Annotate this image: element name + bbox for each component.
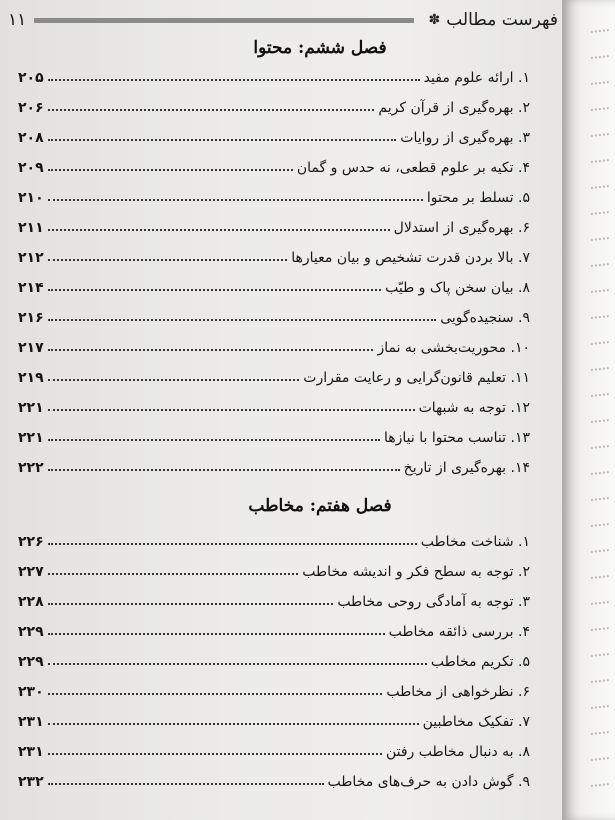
dot-leader <box>48 439 380 441</box>
toc-entry-page-number: ۲۲۲ <box>18 460 44 476</box>
header-page-number: ۱۱ <box>8 10 27 30</box>
toc-entry-title: ۲. بهره‌گیری از قرآن کریم <box>378 100 530 116</box>
toc-entry-page-number: ۲۱۷ <box>18 340 44 356</box>
bleed-through-mark <box>591 653 609 659</box>
toc-entry <box>18 764 530 794</box>
toc-entry-page-number: ۲۱۴ <box>18 280 44 296</box>
toc-entry-title: ۶. بهره‌گیری از استدلال <box>393 220 530 236</box>
toc-entry <box>18 734 530 764</box>
bleed-through-mark <box>591 445 609 451</box>
dot-leader <box>48 663 427 665</box>
dot-leader <box>48 229 390 231</box>
toc-entry-title: ۸. بیان سخن پاک و طیّب <box>385 280 530 296</box>
toc-entry-title: ۱. شناخت مخاطب <box>420 534 530 550</box>
bleed-through-mark <box>591 497 609 503</box>
dot-leader <box>48 543 417 545</box>
toc-entry-page-number: ۲۲۹ <box>18 624 44 640</box>
toc-entry-title: ۹. گوش دادن به حرف‌های مخاطب <box>327 774 530 790</box>
toc-entry-title: ۸. به دنبال مخاطب رفتن <box>385 744 530 760</box>
toc-entry <box>18 180 530 210</box>
toc-entry <box>18 300 530 330</box>
toc-entry <box>18 584 530 614</box>
toc-entry-page-number: ۲۰۶ <box>18 100 44 116</box>
toc-list <box>18 60 530 480</box>
toc-entry-title: ۹. سنجیده‌گویی <box>440 310 530 326</box>
bleed-through-mark <box>591 237 609 243</box>
header-rule <box>34 18 414 23</box>
toc-entry-title: ۵. تکریم مخاطب <box>430 654 530 670</box>
bleed-through-mark <box>591 367 609 373</box>
toc-entry <box>18 644 530 674</box>
toc-entry <box>18 524 530 554</box>
dot-leader <box>48 693 383 695</box>
flower-icon: ✽ <box>428 12 441 28</box>
dot-leader <box>48 603 334 605</box>
bleed-through-mark <box>591 341 609 347</box>
adjacent-page-edge <box>562 0 615 820</box>
toc-entry-title: ۲. توجه به سطح فکر و اندیشه مخاطب <box>302 564 530 580</box>
section-title: فصل ششم: محتوا <box>253 38 387 58</box>
bleed-through-mark <box>591 55 609 61</box>
toc-entry <box>18 704 530 734</box>
bleed-through-mark <box>591 575 609 581</box>
toc-entry <box>18 90 530 120</box>
dot-leader <box>48 319 437 321</box>
bleed-through-mark <box>591 29 609 35</box>
toc-entry-title: ۵. تسلط بر محتوا <box>426 190 530 206</box>
toc-entry-page-number: ۲۲۱ <box>18 400 44 416</box>
bleed-through-mark <box>591 523 609 529</box>
bleed-through-mark <box>591 159 609 165</box>
toc-entry <box>18 240 530 270</box>
toc-entry-page-number: ۲۱۲ <box>18 250 44 266</box>
dot-leader <box>48 633 385 635</box>
toc-entry <box>18 120 530 150</box>
toc-entry-page-number: ۲۰۹ <box>18 160 44 176</box>
dot-leader <box>48 723 419 725</box>
toc-entry-title: ۳. توجه به آمادگی روحی مخاطب <box>337 594 530 610</box>
section-title: فصل هفتم: مخاطب <box>248 496 392 516</box>
dot-leader <box>48 169 293 171</box>
toc-entry-title: ۱۳. تناسب محتوا با نیازها <box>383 430 530 446</box>
dot-leader <box>48 289 381 291</box>
bleed-through-mark <box>591 211 609 217</box>
toc-entry <box>18 360 530 390</box>
bleed-through-mark <box>591 679 609 685</box>
toc-entry-page-number: ۲۲۶ <box>18 534 44 550</box>
dot-leader <box>48 139 397 141</box>
toc-entry-title: ۱۱. تعلیم قانون‌گرایی و رعایت مقرارت <box>303 370 530 386</box>
toc-entry-title: ۱۴. بهره‌گیری از تاریخ <box>403 460 530 476</box>
toc-entry-page-number: ۲۱۶ <box>18 310 44 326</box>
toc-entry <box>18 270 530 300</box>
toc-entry <box>18 554 530 584</box>
dot-leader <box>48 783 324 785</box>
bleed-through-mark <box>591 549 609 555</box>
toc-entry-page-number: ۲۱۰ <box>18 190 44 206</box>
toc-entry <box>18 390 530 420</box>
toc-entry-page-number: ۲۱۱ <box>18 220 44 236</box>
toc-entry-title: ۷. تفکیک مخاطبین <box>422 714 530 730</box>
toc-entry <box>18 614 530 644</box>
bleed-through-mark <box>591 783 609 789</box>
bleed-through-mark <box>591 471 609 477</box>
toc-entry <box>18 450 530 480</box>
dot-leader <box>48 109 375 111</box>
toc-entry <box>18 674 530 704</box>
toc-entry <box>18 210 530 240</box>
header-title: فهرست مطالب <box>446 10 558 30</box>
dot-leader <box>48 409 415 411</box>
dot-leader <box>48 199 423 201</box>
toc-entry-title: ۱۰. محوریت‌بخشی به نماز <box>377 340 530 356</box>
toc-entry-page-number: ۲۰۸ <box>18 130 44 146</box>
dot-leader <box>48 573 299 575</box>
toc-entry <box>18 150 530 180</box>
bleed-through-mark <box>591 731 609 737</box>
toc-entry-title: ۱۲. توجه به شبهات <box>418 400 530 416</box>
dot-leader <box>48 753 382 755</box>
bleed-through-mark <box>591 315 609 321</box>
toc-entry-page-number: ۲۱۹ <box>18 370 44 386</box>
dot-leader <box>48 379 300 381</box>
bleed-through-mark <box>591 185 609 191</box>
toc-entry-page-number: ۲۳۲ <box>18 774 44 790</box>
toc-entry-title: ۱. ارائه علوم مفید <box>423 70 530 86</box>
toc-entry <box>18 420 530 450</box>
dot-leader <box>48 349 374 351</box>
bleed-through-mark <box>591 393 609 399</box>
bleed-through-mark <box>591 289 609 295</box>
toc-entry-title: ۴. بررسی ذائقه مخاطب <box>388 624 530 640</box>
bleed-through-mark <box>591 601 609 607</box>
bleed-through-mark <box>591 81 609 87</box>
toc-entry-page-number: ۲۳۰ <box>18 684 44 700</box>
toc-entry-title: ۶. نظرخواهی از مخاطب <box>386 684 530 700</box>
running-header <box>8 8 558 32</box>
toc-entry-page-number: ۲۰۵ <box>18 70 44 86</box>
toc-entry-page-number: ۲۲۱ <box>18 430 44 446</box>
dot-leader <box>48 79 420 81</box>
toc-entry-page-number: ۲۲۹ <box>18 654 44 670</box>
bleed-through-mark <box>591 263 609 269</box>
toc-entry <box>18 60 530 90</box>
toc-entry-page-number: ۲۳۱ <box>18 714 44 730</box>
toc-list <box>18 524 530 794</box>
toc-entry-title: ۷. بالا بردن قدرت تشخیص و بیان معیارها <box>291 250 530 266</box>
bleed-through-mark <box>591 107 609 113</box>
toc-entry-title: ۳. بهره‌گیری از روایات <box>400 130 530 146</box>
toc-entry-page-number: ۲۳۱ <box>18 744 44 760</box>
dot-leader <box>48 469 400 471</box>
toc-entry-page-number: ۲۲۷ <box>18 564 44 580</box>
dot-leader <box>48 259 288 261</box>
bleed-through-mark <box>591 419 609 425</box>
bleed-through-mark <box>591 705 609 711</box>
bleed-through-mark <box>591 133 609 139</box>
toc-entry <box>18 330 530 360</box>
bleed-through-mark <box>591 627 609 633</box>
toc-entry-page-number: ۲۲۸ <box>18 594 44 610</box>
bleed-through-mark <box>591 757 609 763</box>
toc-entry-title: ۴. تکیه بر علوم قطعی، نه حدس و گمان <box>296 160 530 176</box>
